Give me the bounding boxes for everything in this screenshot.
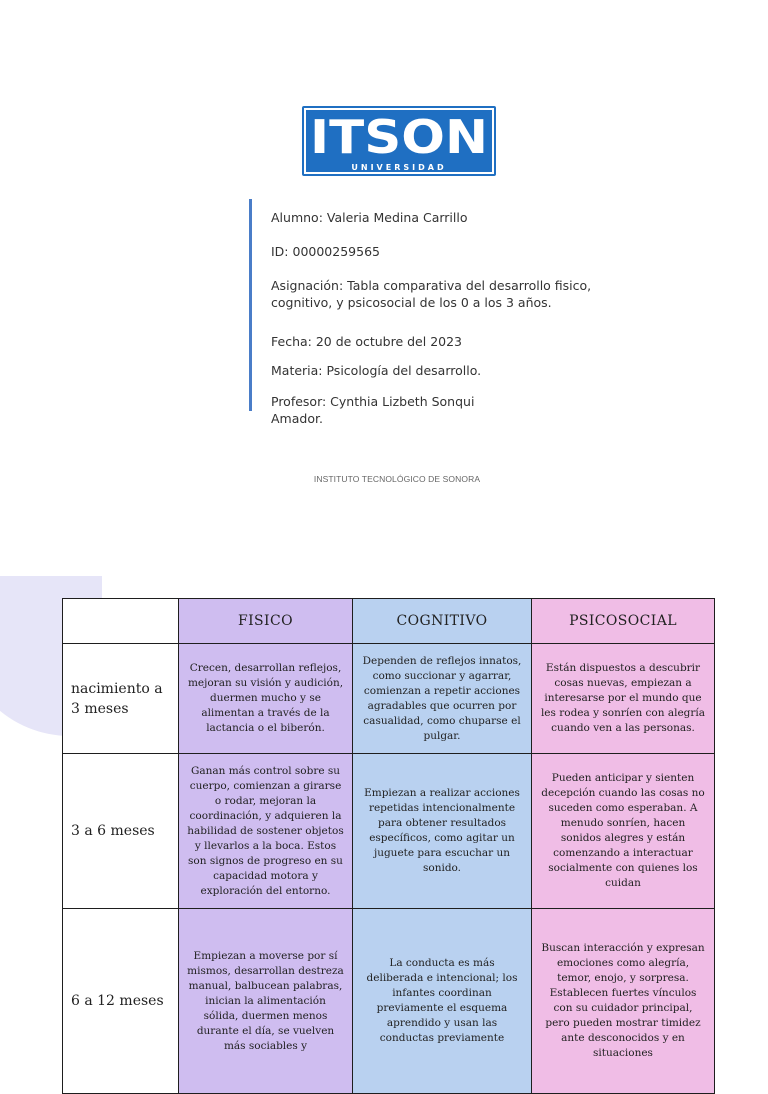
header-fisico: FISICO — [179, 599, 353, 644]
psicosocial-cell: Pueden anticipar y sienten decepción cuando las cosas no suceden como esperaban. A menudo sonríen, hacen sonidos alegres y están comenzando a interactuar socialmente con quienes los cuidan — [532, 754, 715, 909]
table-header-row — [63, 599, 715, 644]
asignacion-line: Asignación: Tabla comparativa del desarrollo fisico, cognitivo, y psicosocial de los 0 a los 3 años. — [271, 278, 592, 310]
cognitivo-cell: Empiezan a realizar acciones repetidas intencionalmente para obtener resultados específicos, como agitar un juguete para escuchar un sonido. — [353, 754, 532, 909]
psicosocial-cell: Buscan interacción y expresan emociones como alegría, temor, enojo, y sorpresa. Establecen fuertes vínculos con su cuidador principal, pero pueden mostrar timidez ante desconocidos y en situaciones — [532, 909, 715, 1094]
institution-name: INSTITUTO TECNOLÓGICO DE SONORA — [313, 474, 481, 484]
header-cell-blank — [63, 599, 179, 644]
alumno-line: Alumno: Valeria Medina Carrillo — [271, 210, 468, 225]
psicosocial-cell: Están dispuestos a descubrir cosas nuevas, empiezan a interesarse por el mundo que les rodea y sonríen con alegría cuando ven a las personas. — [532, 644, 715, 754]
fisico-cell: Crecen, desarrollan reflejos, mejoran su visión y audición, duermen mucho y se alimentan a través de la lactancia o el biberón. — [179, 644, 353, 754]
info-accent-bar — [249, 199, 252, 411]
cognitivo-cell: La conducta es más deliberada e intencional; los infantes coordinan previamente el esquema aprendido y usan las conductas previamente — [353, 909, 532, 1094]
age-cell: 3 a 6 meses — [63, 754, 179, 909]
header-cognitivo: COGNITIVO — [353, 599, 532, 644]
age-cell: 6 a 12 meses — [63, 909, 179, 1094]
fisico-cell: Ganan más control sobre su cuerpo, comienzan a girarse o rodar, mejoran la coordinación, y adquieren la habilidad de sostener objetos y llevarlos a la boca. Estos son signos de progreso en su capacidad motora y exploración del entorno. — [179, 754, 353, 909]
table-row — [63, 644, 715, 754]
table-row — [63, 909, 715, 1094]
comparison-table — [62, 598, 715, 1094]
svg-text:UNIVERSIDAD: UNIVERSIDAD — [351, 163, 447, 172]
svg-text:ITSON: ITSON — [310, 110, 488, 164]
cognitivo-cell: Dependen de reflejos innatos, como succionar y agarrar, comienzan a repetir acciones agradables que ocurren por casualidad, como chuparse el pulgar. — [353, 644, 532, 754]
materia-line: Materia: Psicología del desarrollo. — [271, 363, 482, 378]
age-cell: nacimiento a 3 meses — [63, 644, 179, 754]
fisico-cell: Empiezan a moverse por sí mismos, desarrollan destreza manual, balbucean palabras, inician la alimentación sólida, duermen menos durante el día, se vuelven más sociables y — [179, 909, 353, 1094]
header-psicosocial: PSICOSOCIAL — [532, 599, 715, 644]
table-row — [63, 754, 715, 909]
profesor-line: Profesor: Cynthia Lizbeth Sonqui Amador. — [271, 394, 475, 426]
itson-logo — [302, 106, 496, 176]
fecha-line: Fecha: 20 de octubre del 2023 — [271, 334, 463, 349]
id-line: ID: 00000259565 — [271, 244, 380, 259]
